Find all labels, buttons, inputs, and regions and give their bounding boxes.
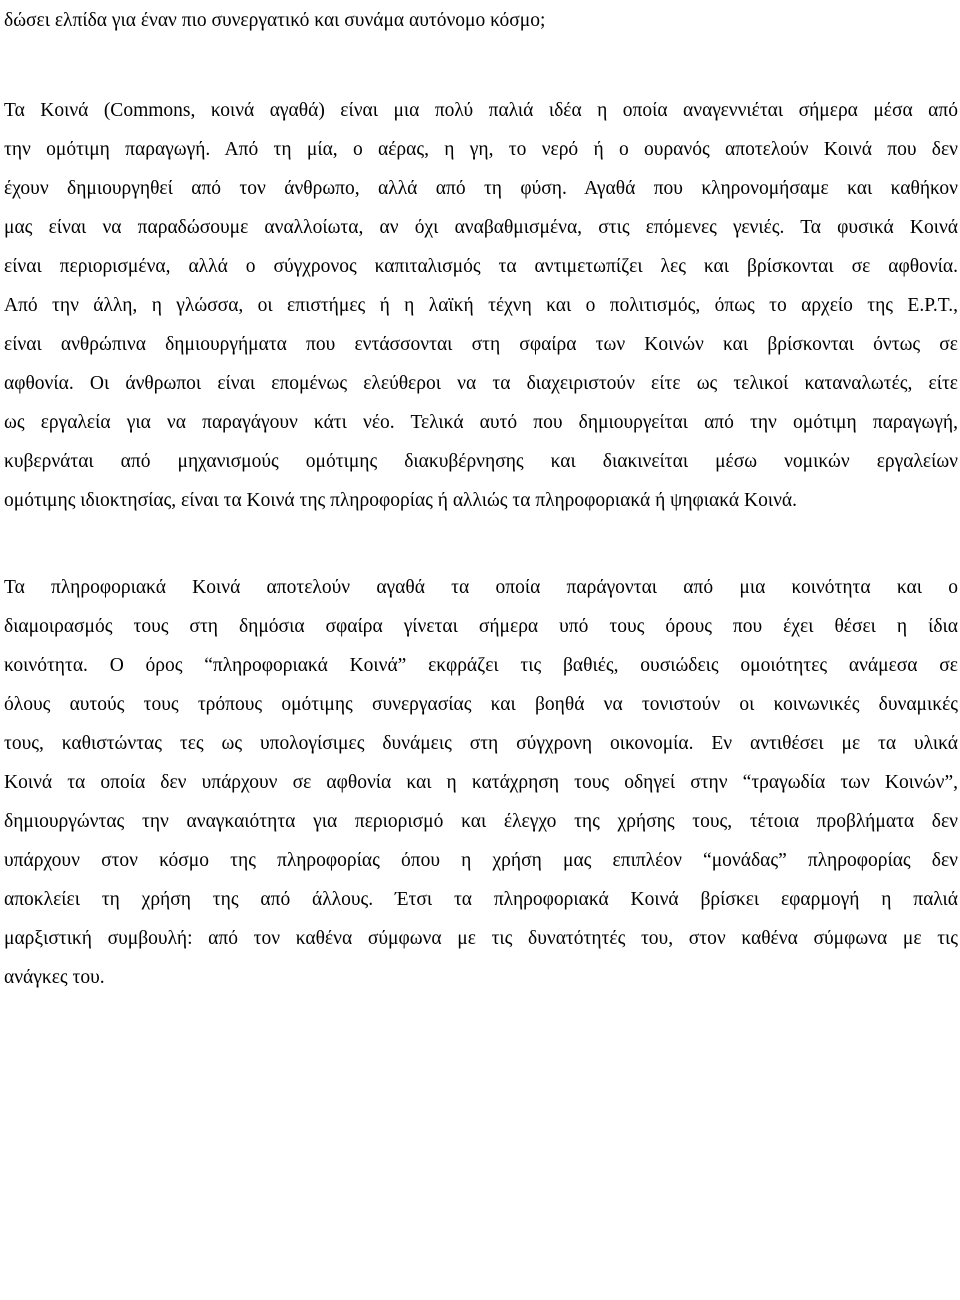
text-line: δώσει ελπίδα για έναν πιο συνεργατικό και συνάμα αυτόνομο κόσμο; [4,10,546,31]
text-line: κοινότητα. Ο όρος “πληροφοριακά Κοινά” εκφράζει τις βαθιές, ουσιώδεις ομοιότητες ανάμεσα σε [4,655,958,676]
text-line: μας είναι να παραδώσουμε αναλλοίωτα, αν όχι αναβαθμισμένα, στις επόμενες γενιές. Τα φυσικά Κοινά [4,217,958,238]
text-line: αποκλείει τη χρήση της από άλλους. Έτσι τα πληροφοριακά Κοινά βρίσκει εφαρμογή η παλιά [4,889,958,910]
text-line: αφθονία. Οι άνθρωποι είναι επομένως ελεύθεροι να τα διαχειριστούν είτε ως τελικοί καταναλωτές, είτε [4,373,958,394]
paragraph-gap [4,40,958,91]
text-line: ομότιμης ιδιοκτησίας, είναι τα Κοινά της πληροφορίας ή αλλιώς τα πληροφοριακά ή ψηφιακά Κοινά. [4,490,798,511]
text-line: Τα Κοινά (Commons, κοινά αγαθά) είναι μια πολύ παλιά ιδέα η οποία αναγεννιέται σήμερα μέσα από [4,100,958,121]
text-line: Κοινά τα οποία δεν υπάρχουν σε αφθονία και η κατάχρηση τους οδηγεί στην “τραγωδία των Κοινών”, [4,772,958,793]
text-line: Τα πληροφοριακά Κοινά αποτελούν αγαθά τα οποία παράγονται από μια κοινότητα και ο [4,577,958,598]
text-line: κυβερνάται από μηχανισμούς ομότιμης διακυβέρνησης και διακινείται μέσω νομικών εργαλείων [4,451,958,472]
paragraph-commons [4,91,958,520]
text-line: όλους αυτούς τους τρόπους ομότιμης συνεργασίας και βοηθά να τονιστούν οι κοινωνικές δυναμικές [4,694,958,715]
text-line: έχουν δημιουργηθεί από τον άνθρωπο, αλλά από τη φύση. Αγαθά που κληρονομήσαμε και καθήκον [4,178,958,199]
paragraph-intro [4,0,958,40]
text-line: είναι περιορισμένα, αλλά ο σύγχρονος καπιταλισμός τα αντιμετωπίζει λες και βρίσκονται σε αφθονία. [4,256,958,277]
text-line: είναι ανθρώπινα δημιουργήματα που εντάσσονται στη σφαίρα των Κοινών και βρίσκονται όντως σε [4,334,958,355]
text-line: ανάγκες του. [4,967,105,988]
text-line: ως εργαλεία για να παραγάγουν κάτι νέο. Τελικά αυτό που δημιουργείται από την ομότιμη παραγωγή, [4,412,958,433]
text-line: δημιουργώντας την αναγκαιότητα για περιορισμό και έλεγχο της χρήσης τους, τέτοια προβλήματα δεν [4,811,958,832]
paragraph-information-commons [4,568,958,997]
text-line: τους, καθιστώντας τες ως υπολογίσιμες δυνάμεις στη σύγχρονη οικονομία. Εν αντιθέσει με τα υλικά [4,733,958,754]
text-line: μαρξιστική συμβουλή: από τον καθένα σύμφωνα με τις δυνατότητές του, στον καθένα σύμφωνα με τις [4,928,958,949]
text-line: την ομότιμη παραγωγή. Από τη μία, ο αέρας, η γη, το νερό ή ο ουρανός αποτελούν Κοινά που δεν [4,139,958,160]
paragraph-gap [4,520,958,568]
text-line: Από την άλλη, η γλώσσα, οι επιστήμες ή η λαϊκή τέχνη και ο πολιτισμός, όπως το αρχείο της Ε.Ρ.Τ., [4,295,958,316]
document-page [4,0,958,997]
text-line: διαμοιρασμός τους στη δημόσια σφαίρα γίνεται σήμερα υπό τους όρους που έχει θέσει η ίδια [4,616,958,637]
text-line: υπάρχουν στον κόσμο της πληροφορίας όπου η χρήση μας επιπλέον “μονάδας” πληροφορίας δεν [4,850,958,871]
